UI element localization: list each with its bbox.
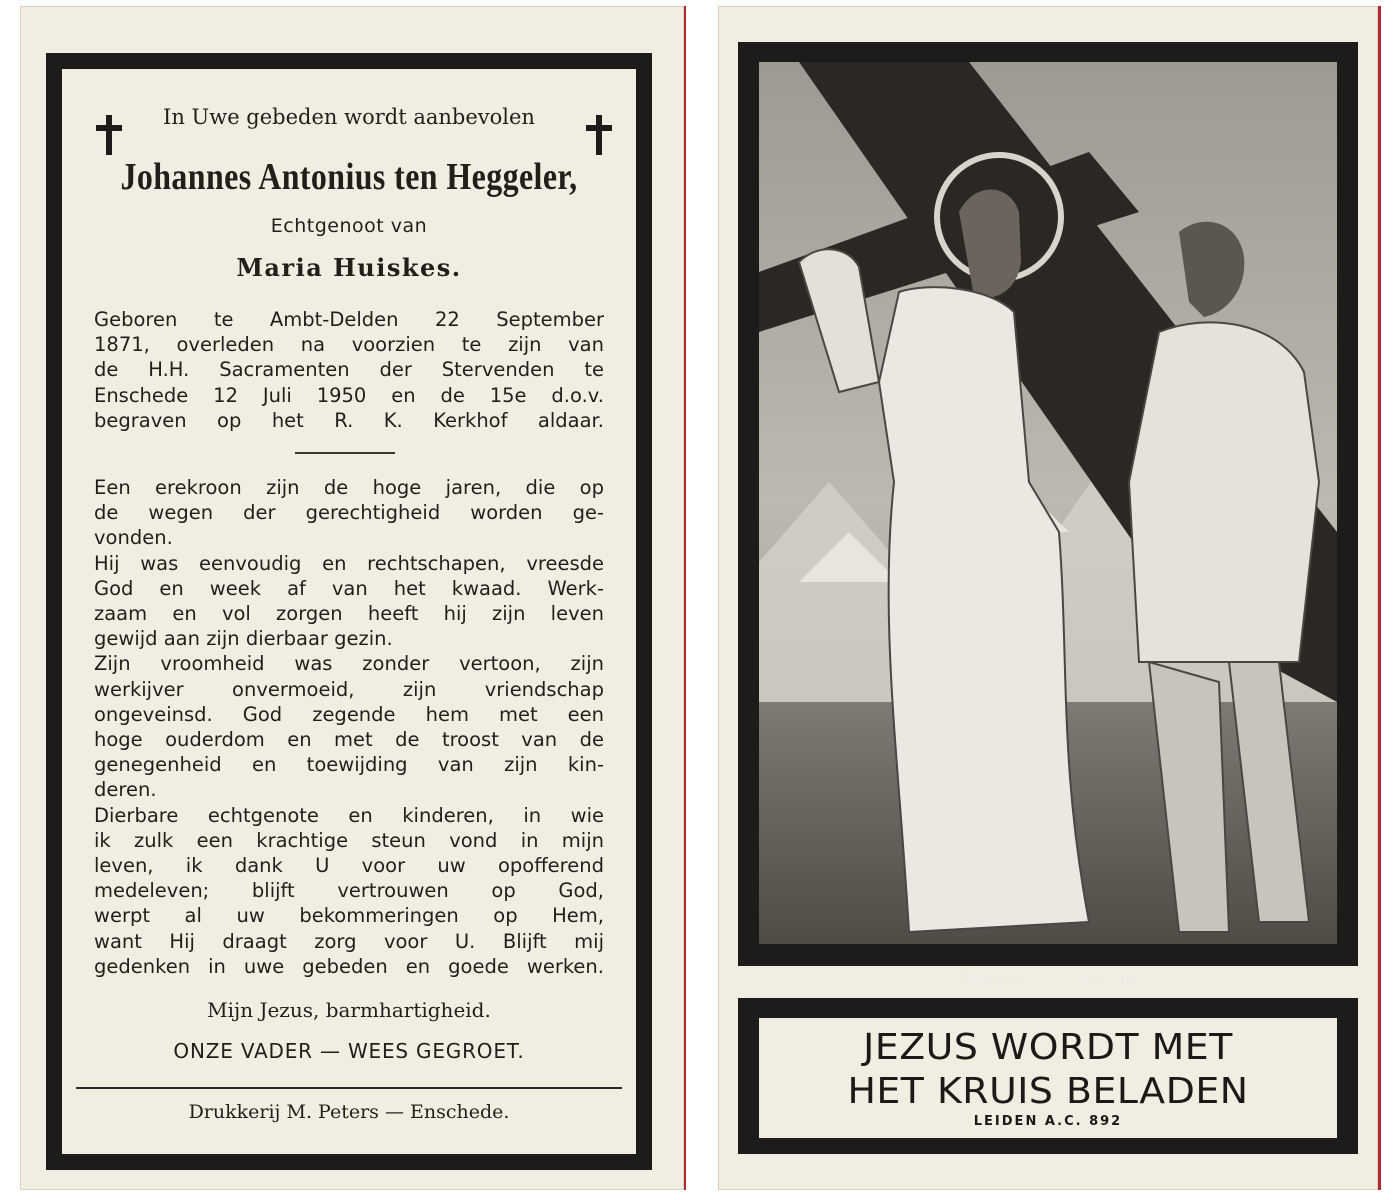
prayer-card-image-side bbox=[718, 6, 1378, 1190]
prayer-line: Mijn Jezus, barmhartigheid. bbox=[207, 998, 491, 1022]
title-box bbox=[759, 1018, 1337, 1138]
text-line: gedenken in uwe gebeden en goede werken. bbox=[94, 954, 604, 978]
text-line: begraven op het R. K. Kerkhof aldaar. bbox=[94, 408, 604, 432]
station-title-line: HET KRUIS BELADEN bbox=[847, 1071, 1249, 1112]
text-line: gewijd aan zijn dierbaar gezin. bbox=[94, 627, 393, 651]
spouse-label: Echtgenoot van bbox=[270, 215, 428, 237]
text-line: deren. bbox=[94, 778, 157, 802]
text-line: vonden. bbox=[94, 526, 173, 550]
recommendation-line: In Uwe gebeden wordt aanbevolen bbox=[163, 105, 535, 129]
text-line: werkijver onvermoeid, zijn vriendschap bbox=[94, 677, 604, 701]
divider bbox=[295, 452, 395, 454]
station-title-line: JEZUS WORDT MET bbox=[863, 1027, 1233, 1068]
memorial-text bbox=[94, 475, 604, 979]
text-line: Zijn vroomheid was zonder vertoon, zijn bbox=[94, 652, 604, 676]
text-line: medeleven; blijft vertrouwen op God, bbox=[94, 879, 604, 903]
text-line: Enschede 12 Juli 1950 en de 15e d.o.v. bbox=[94, 383, 604, 407]
text-line: werpt al uw bekommeringen op Hem, bbox=[94, 904, 604, 928]
text-line: leven, ik dank U voor uw opofferend bbox=[94, 854, 604, 878]
illustration-frame bbox=[738, 42, 1358, 989]
text-line: God en week af van het kwaad. Werk- bbox=[94, 576, 604, 600]
prayer-card-text-side bbox=[20, 6, 684, 1190]
text-line: ik zulk een krachtige steun vond in mijn bbox=[94, 828, 604, 852]
birth-death-paragraph bbox=[94, 307, 604, 433]
deceased-name: Johannes Antonius ten Heggeler, bbox=[120, 156, 578, 198]
text-line: de wegen der gerechtigheid worden ge- bbox=[94, 501, 604, 525]
text-line: want Hij draagt zorg voor U. Blijft mij bbox=[94, 929, 604, 953]
spouse-name: Maria Huiskes. bbox=[236, 253, 462, 282]
title-frame bbox=[738, 998, 1358, 1154]
simon-tunic bbox=[1129, 322, 1319, 662]
text-line: hoge ouderdom en met de troost van de bbox=[94, 728, 604, 752]
publisher-code: LEIDEN A.C. 892 bbox=[973, 1114, 1123, 1129]
text-line: ongeveinsd. God zegende hem met een bbox=[94, 702, 604, 726]
text-line: genegenheid en toewijding van zijn kin- bbox=[94, 753, 604, 777]
divider bbox=[76, 1087, 622, 1089]
text-line: de H.H. Sacramenten der Stervenden te bbox=[94, 358, 604, 382]
text-line: 1871, overleden na voorzien te zijn van bbox=[94, 333, 604, 357]
printer-credit: Drukkerij M. Peters — Enschede. bbox=[188, 1101, 510, 1123]
station-caption bbox=[738, 973, 1358, 989]
text-line: Een erekroon zijn de hoge jaren, die op bbox=[94, 476, 604, 499]
station-illustration bbox=[759, 62, 1337, 944]
text-line: zaam en vol zorgen heeft hij zijn leven bbox=[94, 602, 604, 626]
prayer-titles: ONZE VADER — WEES GEGROET. bbox=[173, 1039, 525, 1063]
caption-word: STATIE bbox=[1078, 973, 1137, 989]
text-line: Geboren te Ambt-Delden 22 September bbox=[94, 308, 604, 331]
text-line: Dierbare echtgenote en kinderen, in wie bbox=[94, 803, 604, 827]
text-line: Hij was eenvoudig en rechtschapen, vreesde bbox=[94, 551, 604, 575]
mourning-border bbox=[46, 53, 652, 1170]
caption-word: TWEEDE bbox=[959, 973, 1031, 989]
card-content bbox=[62, 69, 636, 1154]
